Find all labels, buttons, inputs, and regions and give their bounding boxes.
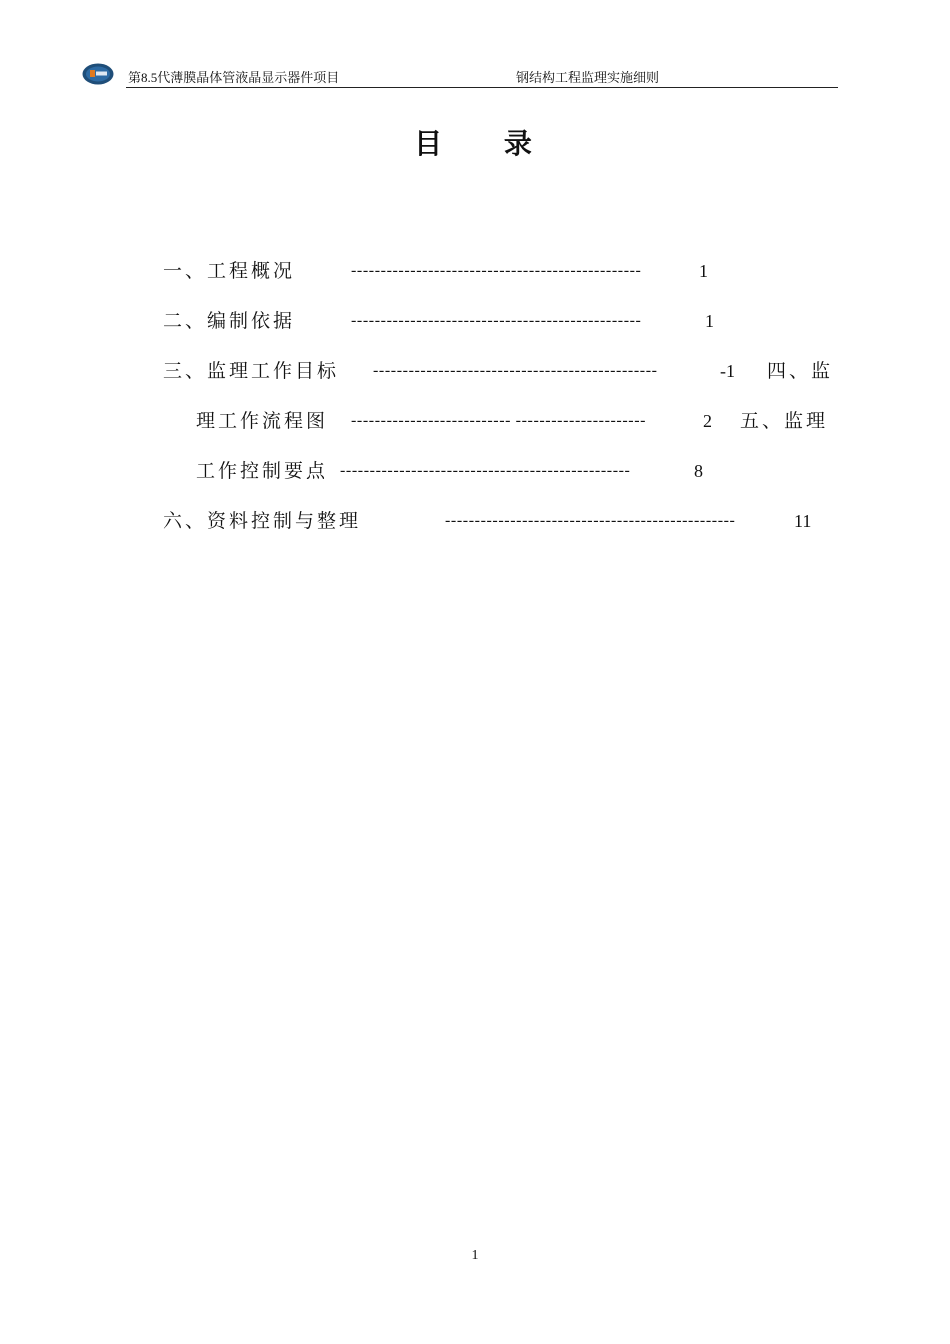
toc-entry-page: 1 bbox=[705, 311, 714, 331]
toc-entry-leader: ------------------------------------------------ bbox=[373, 362, 658, 379]
toc-entry[interactable] bbox=[163, 358, 843, 384]
toc-entry[interactable] bbox=[163, 308, 763, 334]
toc-entry-wrapped-label: 五、监理 bbox=[740, 410, 829, 432]
toc-entry-wrapped-label: 四、监 bbox=[767, 360, 834, 382]
header-project-name: 第8.5代薄膜晶体管液晶显示器件项目 bbox=[128, 70, 340, 85]
toc-entry-page: 8 bbox=[694, 461, 703, 481]
header-rule bbox=[126, 87, 838, 88]
toc-entry-label: 二、编制依据 bbox=[163, 310, 296, 332]
toc-entry-label-continued: 理工作流程图 bbox=[196, 410, 329, 432]
company-logo-icon bbox=[82, 63, 114, 85]
toc-entry-label: 六、资料控制与整理 bbox=[163, 510, 362, 532]
page-title: 目 录 bbox=[414, 127, 558, 160]
toc-entry[interactable] bbox=[196, 408, 836, 434]
toc-entry-page: 11 bbox=[794, 511, 812, 531]
toc-entry[interactable] bbox=[163, 258, 763, 284]
toc-entry-leader: ------------------------------------------------- bbox=[351, 262, 642, 279]
header-document-name: 钢结构工程监理实施细则 bbox=[516, 70, 660, 85]
toc-entry-label: 三、监理工作目标 bbox=[163, 360, 340, 382]
toc-entry-leader: ------------------------------------------------- bbox=[351, 312, 642, 329]
toc-entry-leader: ------------------------------------------------- bbox=[445, 512, 736, 529]
page-number: 1 bbox=[471, 1248, 479, 1263]
toc-entry-leader: --------------------------- ---------------------- bbox=[351, 412, 647, 429]
toc-entry[interactable] bbox=[196, 458, 796, 484]
toc-entry-page: 2 bbox=[703, 411, 712, 431]
toc-entry[interactable] bbox=[163, 508, 843, 534]
toc-entry-label: 一、工程概况 bbox=[163, 260, 296, 282]
toc-entry-label-continued: 工作控制要点 bbox=[196, 460, 329, 482]
toc-entry-leader: ------------------------------------------------- bbox=[340, 462, 631, 479]
page-header bbox=[82, 60, 838, 90]
toc-entry-page: 1 bbox=[699, 261, 708, 281]
toc-entry-page: -1 bbox=[720, 361, 735, 381]
